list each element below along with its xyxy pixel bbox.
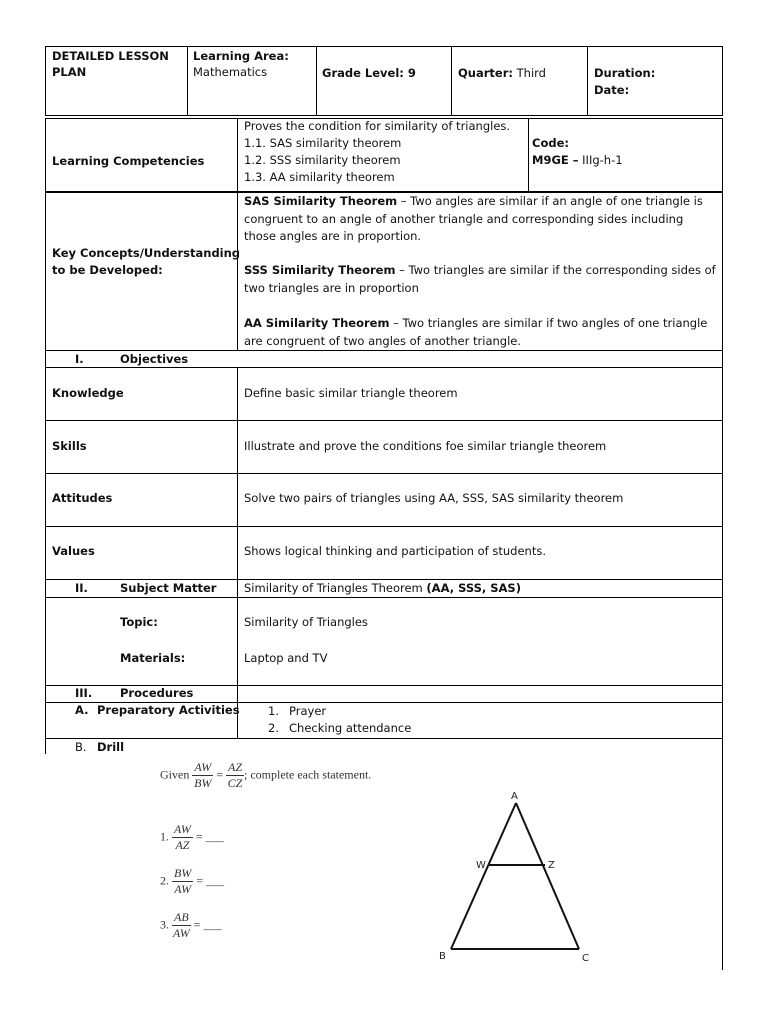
quarter-value: Third [516,66,546,80]
subject-matter-numeral: II. [75,581,88,595]
fraction-numerator: AW [174,822,191,836]
item-number: 1. [160,829,169,844]
drill-item-2 [160,866,224,897]
duration-label: Duration: [594,66,656,80]
learning-area-value: Mathematics [193,65,268,79]
topic-value: Similarity of Triangles [244,615,368,629]
skills-label: Skills [52,439,87,453]
code-suffix: IIIg-h-1 [582,153,623,167]
values-label: Values [52,544,95,558]
drill-item-3 [160,910,221,941]
values-value: Shows logical thinking and participation of students. [244,544,546,558]
sss-text: – Two triangles are similar if the corresponding sides of two triangles are in proportion [244,263,716,295]
quarter [458,65,546,82]
vertex-label-a: A [511,791,518,802]
subject-matter-text: Similarity of Triangles Theorem [244,581,427,595]
subject-matter-title: Subject Matter [120,581,217,595]
sas-text: – Two angles are similar if an angle of one triangle is congruent to an angle of another triangle and corresponding sides including those angles are in proportion. [244,194,703,243]
objectives-title: Objectives [120,352,189,366]
quarter-label: Quarter: [458,66,513,80]
item-fraction [172,910,191,941]
skills-value: Illustrate and prove the conditions foe similar triangle theorem [244,439,607,453]
fraction-denominator: BW [194,776,212,790]
drill-letter: B. [75,740,87,754]
prep-title: Preparatory Activities [97,703,240,717]
given-fraction-2 [226,760,244,791]
side-ab [451,803,516,949]
given-fraction-1 [192,760,213,791]
sas-title: SAS Similarity Theorem [244,194,398,208]
subject-matter-bold: (AA, SSS, SAS) [426,581,521,595]
date-label: Date: [594,83,630,97]
attitudes-value: Solve two pairs of triangles using AA, SSS, SAS similarity theorem [244,491,624,505]
key-concepts-label-2: to be Developed: [52,263,163,277]
plan-title: DETAILED LESSON PLAN [52,49,169,79]
key-concepts-label-1: Key Concepts/Understanding [52,246,241,260]
sas-theorem [244,193,716,246]
materials-label: Materials: [120,651,186,665]
given-word: Given [160,767,190,782]
competency-line: 1.2. SSS similarity theorem [244,153,401,167]
answer-blank: = ___ [195,829,224,844]
answer-blank: = ___ [196,873,225,888]
procedures-title: Procedures [120,686,194,700]
knowledge-label: Knowledge [52,386,124,400]
item-fraction [172,866,193,897]
fraction-numerator: AZ [228,760,243,774]
drill-given: Given $\frac{AW}{BW}$ = $\frac{AZ}{CZ}$ ; complete each statement. [160,760,372,790]
code-label: Code: [532,136,569,150]
knowledge-value: Define basic similar triangle theorem [244,386,458,400]
fraction-denominator: AZ [175,838,190,852]
item-number: 2. [160,873,169,888]
fraction-denominator: AW [172,926,190,940]
fraction-denominator: CZ [227,776,243,790]
fraction-numerator: AW [194,760,212,774]
prep-item-attendance: Checking attendance [289,721,412,735]
competency-line: Proves the condition for similarity of triangles. [244,119,511,133]
grade-level: Grade Level: 9 [322,66,416,80]
code-value [532,152,623,169]
side-ac [516,803,579,949]
objectives-numeral: I. [75,352,84,366]
given-tail: ; complete each statement. [244,767,372,782]
competency-line: 1.1. SAS similarity theorem [244,136,402,150]
drill-item-1 [160,822,224,853]
subject-matter-value [244,580,521,597]
prep-item-prayer: Prayer [289,704,327,718]
drill-title: Drill [97,740,125,754]
sss-theorem [244,262,716,297]
prep-item-num: 2. [268,721,279,735]
triangle-diagram [430,785,600,965]
learning-area-label: Learning Area: [193,49,289,63]
aa-title: AA Similarity Theorem [244,316,390,330]
prep-item-num: 1. [268,704,279,718]
vertex-label-b: B [439,951,446,962]
aa-text: – Two triangles are similar if two angles of one triangle are congruent of two angles of another triangle. [244,316,708,348]
vertex-label-c: C [582,953,589,964]
answer-blank: = ___ [193,917,222,932]
topic-label: Topic: [120,615,158,629]
materials-value: Laptop and TV [244,651,328,665]
fraction-numerator: AB [174,910,189,924]
sss-title: SSS Similarity Theorem [244,263,396,277]
competency-line: 1.3. AA similarity theorem [244,170,395,184]
code-prefix: M9GE – [532,153,579,167]
item-fraction [172,822,193,853]
attitudes-label: Attitudes [52,491,113,505]
fraction-denominator: AW [174,882,192,896]
item-number: 3. [160,917,169,932]
vertex-label-z: Z [548,860,555,871]
procedures-numeral: III. [75,686,93,700]
competencies-label: Learning Competencies [52,154,205,168]
fraction-numerator: BW [174,866,192,880]
vertex-label-w: W [476,860,486,871]
aa-theorem [244,315,716,350]
prep-letter: A. [75,703,89,717]
